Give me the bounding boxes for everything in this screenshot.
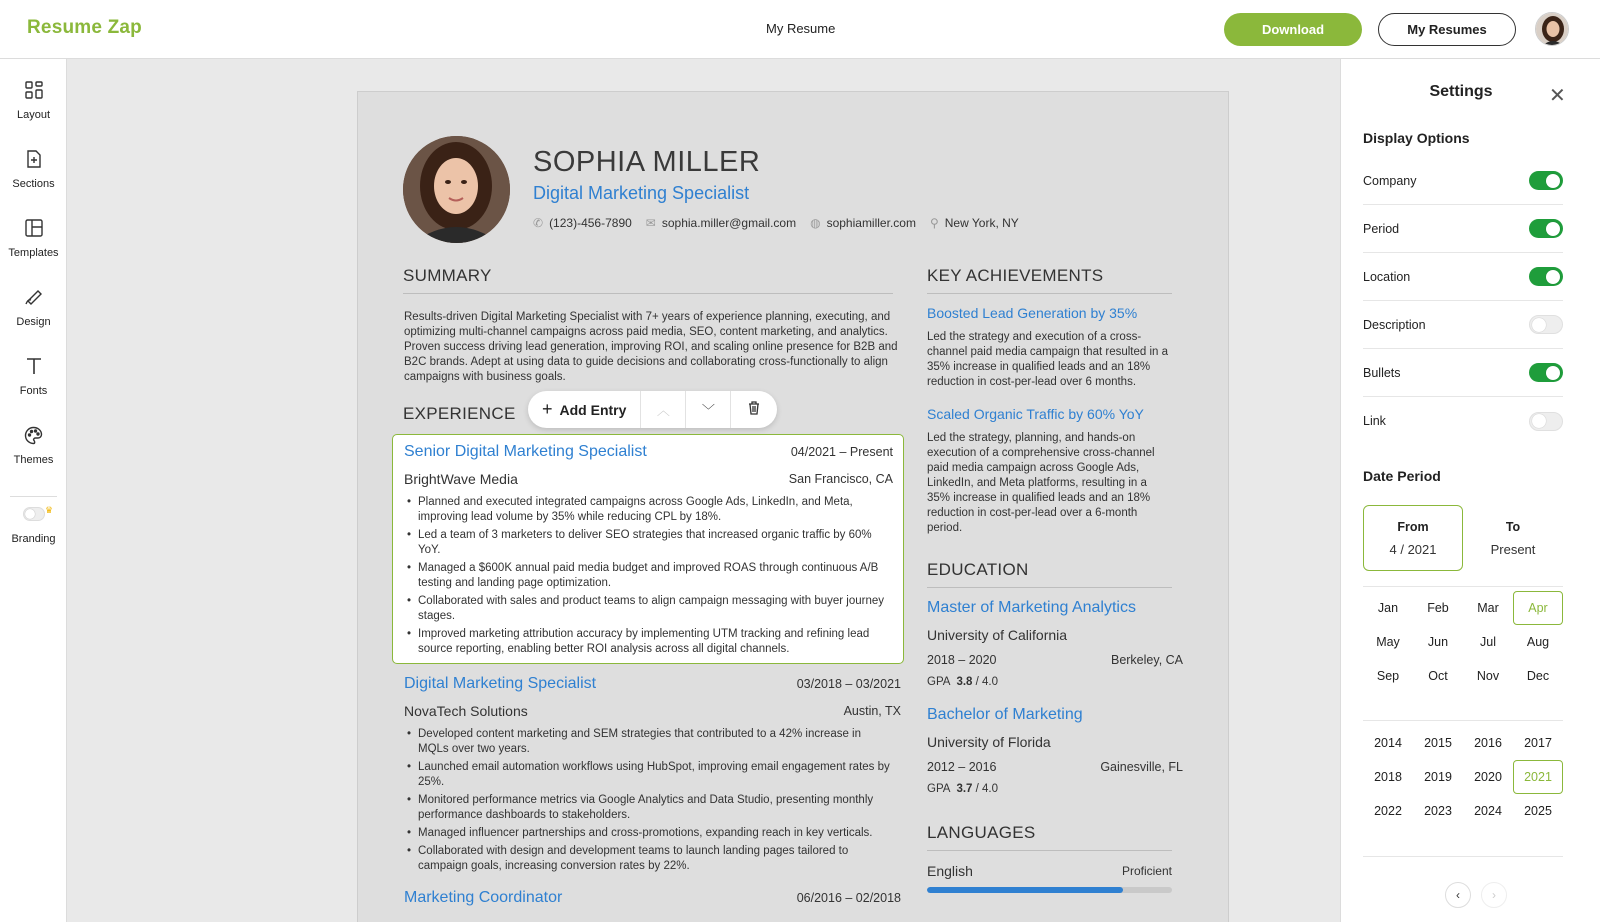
- language-level[interactable]: Proficient: [1121, 864, 1172, 878]
- year-option-2020[interactable]: 2020: [1474, 770, 1502, 784]
- languages-heading[interactable]: LANGUAGES: [927, 823, 1036, 842]
- education-rule: [927, 587, 1172, 588]
- date-from-box[interactable]: [1363, 505, 1463, 571]
- education-degree[interactable]: Bachelor of Marketing: [927, 706, 1083, 723]
- option-location: [1363, 253, 1563, 301]
- sidebar-item-label: Fonts: [19, 385, 48, 397]
- year-option-2021[interactable]: 2021: [1513, 760, 1563, 794]
- year-option-2019[interactable]: 2019: [1424, 770, 1452, 784]
- option-label: Description: [1363, 317, 1426, 332]
- year-option-2018[interactable]: 2018: [1374, 770, 1402, 784]
- user-avatar[interactable]: [1535, 12, 1569, 46]
- sidebar-item-themes[interactable]: [0, 424, 67, 486]
- month-option-jan[interactable]: Jan: [1377, 601, 1399, 615]
- entry-bullets: [404, 495, 893, 660]
- move-down-button[interactable]: [686, 391, 731, 428]
- option-label: Bullets: [1363, 365, 1401, 380]
- achievement-text[interactable]: Led the strategy, planning, and hands-on execution of a comprehensive cross-channel paid media campaign across Google Ads, LinkedIn, and Meta platforms, resulting in a 35% increase in qualified leads and an 18% reduction in cost-per-lead over a 6-month period.: [927, 432, 1155, 534]
- month-option-may[interactable]: May: [1376, 635, 1400, 649]
- entry-title[interactable]: Senior Digital Marketing Specialist: [404, 443, 647, 460]
- option-period: [1363, 205, 1563, 253]
- education-school[interactable]: University of California: [927, 627, 1068, 643]
- delete-entry-button[interactable]: [731, 391, 776, 428]
- close-icon[interactable]: ✕: [1549, 85, 1566, 107]
- add-entry-label: Add Entry: [559, 401, 627, 418]
- bullet-item[interactable]: • Led a team of 3 marketers to deliver SEO strategies that increased organic traffic by 60% YoY.: [404, 528, 893, 558]
- bullet-item[interactable]: • Launched email automation workflows using HubSpot, improving email engagement rates by 25%.: [404, 760, 893, 790]
- profile-photo[interactable]: [403, 136, 510, 243]
- year-option-2017[interactable]: 2017: [1524, 736, 1552, 750]
- achievements-rule: [927, 293, 1172, 294]
- month-option-jun[interactable]: Jun: [1427, 635, 1449, 649]
- year-option-2023[interactable]: 2023: [1424, 804, 1452, 818]
- entry-title[interactable]: Digital Marketing Specialist: [404, 675, 597, 692]
- year-option-2025[interactable]: 2025: [1524, 804, 1552, 818]
- left-sidebar: [0, 59, 67, 922]
- gpa-value: 3.7: [956, 783, 973, 795]
- gpa-max: / 4.0: [975, 676, 999, 688]
- to-value: Present: [1490, 541, 1536, 557]
- contact-email[interactable]: [646, 216, 796, 230]
- next-years-button[interactable]: [1481, 882, 1507, 908]
- my-resumes-button[interactable]: My Resumes: [1378, 13, 1516, 46]
- palette-icon: [23, 424, 45, 446]
- education-years[interactable]: 2012 – 2016: [927, 760, 997, 774]
- sidebar-item-label: Branding: [11, 533, 56, 545]
- month-option-dec[interactable]: Dec: [1526, 669, 1550, 683]
- experience-entry[interactable]: [404, 675, 901, 885]
- templates-icon: [23, 217, 45, 239]
- chevron-up-icon: ︿: [656, 403, 670, 418]
- sidebar-item-layout[interactable]: [0, 79, 67, 141]
- month-option-nov[interactable]: Nov: [1476, 669, 1500, 683]
- sidebar-item-templates[interactable]: [0, 217, 67, 279]
- design-icon: [23, 286, 45, 308]
- logo[interactable]: Resume Zap: [27, 17, 142, 38]
- year-option-2022[interactable]: 2022: [1374, 804, 1402, 818]
- description-toggle[interactable]: [1529, 315, 1563, 334]
- contact-row: [533, 216, 1019, 230]
- resume-name[interactable]: SOPHIA MILLER: [533, 146, 761, 178]
- education-heading[interactable]: EDUCATION: [927, 560, 1029, 579]
- gpa-value: 3.8: [956, 676, 973, 688]
- year-option-2015[interactable]: 2015: [1424, 736, 1452, 750]
- bullet-item[interactable]: • Managed influencer partnerships and cross-promotions, expanding reach in key verticals.: [404, 826, 893, 841]
- from-label: From: [1397, 519, 1429, 534]
- from-value: 4 / 2021: [1389, 541, 1437, 557]
- education-location[interactable]: Gainesville, FL: [1100, 760, 1183, 774]
- bullet-item[interactable]: • Collaborated with design and development teams to launch landing pages tailored to campaign goals, increasing conversion rates by 22%.: [404, 844, 893, 874]
- year-option-2024[interactable]: 2024: [1474, 804, 1502, 818]
- experience-heading[interactable]: EXPERIENCE: [403, 404, 516, 423]
- achievement-title[interactable]: Boosted Lead Generation by 35%: [927, 305, 1138, 321]
- entry-location[interactable]: Austin, TX: [843, 704, 901, 718]
- branding-toggle[interactable]: [23, 503, 45, 525]
- month-year-divider: [1363, 720, 1563, 721]
- crown-icon: ♛: [45, 505, 54, 515]
- settings-panel: [1340, 59, 1600, 922]
- sidebar-item-label: Layout: [16, 109, 51, 121]
- experience-entry-selected[interactable]: [392, 434, 904, 664]
- display-options-heading: Display Options: [1363, 130, 1470, 146]
- month-option-sep[interactable]: Sep: [1376, 669, 1400, 683]
- globe-icon: ◍: [810, 216, 821, 230]
- phone-icon: ✆: [533, 216, 544, 230]
- education-school[interactable]: University of Florida: [927, 734, 1051, 750]
- location-toggle[interactable]: [1529, 267, 1563, 286]
- option-bullets: [1363, 349, 1563, 397]
- month-option-oct[interactable]: Oct: [1428, 669, 1448, 683]
- contact-phone[interactable]: [533, 216, 632, 230]
- education-location[interactable]: Berkeley, CA: [1110, 653, 1183, 667]
- download-button[interactable]: Download: [1224, 13, 1362, 46]
- bullet-item[interactable]: • Planned and executed integrated campaigns across Google Ads, LinkedIn, and Meta, improving lead volume by 35% while reducing CPL by 18%.: [404, 495, 893, 525]
- settings-title: Settings: [1429, 83, 1493, 100]
- summary-rule: [403, 293, 893, 294]
- month-option-apr[interactable]: Apr: [1513, 591, 1563, 625]
- summary-text[interactable]: Results-driven Digital Marketing Specialist with 7+ years of experience planning, executing, and optimizing multi-channel campaigns across paid media, SEO, content marketing, and analytics. Proven success driving lead generation, improving ROI, and scaling online presence for B2B and B2C brands. Adept at using data to guide decisions and collaborating cross-functionally to align campaigns with business goals.: [404, 311, 898, 383]
- gpa-label: GPA: [927, 783, 951, 795]
- contact-location[interactable]: [930, 216, 1019, 230]
- option-company: [1363, 157, 1563, 205]
- language-proficiency-fill: [927, 887, 1123, 893]
- entry-period[interactable]: 03/2018 – 03/2021: [796, 677, 901, 691]
- date-period-heading: Date Period: [1363, 468, 1441, 484]
- company-toggle[interactable]: [1529, 171, 1563, 190]
- date-divider: [1363, 586, 1563, 587]
- language-name[interactable]: English: [927, 863, 973, 879]
- month-grid: [1363, 591, 1563, 693]
- entry-company[interactable]: BrightWave Media: [404, 471, 518, 487]
- link-toggle[interactable]: [1529, 412, 1563, 431]
- move-up-button[interactable]: [641, 391, 686, 428]
- chevron-down-icon: ﹀: [701, 403, 715, 418]
- entry-title[interactable]: Marketing Coordinator: [404, 889, 563, 906]
- education-gpa[interactable]: [927, 783, 998, 795]
- languages-rule: [927, 850, 1172, 851]
- bullet-item[interactable]: • Developed content marketing and SEM strategies that contributed to a 42% increase in MQLs over two years.: [404, 727, 893, 757]
- year-option-2014[interactable]: 2014: [1374, 736, 1402, 750]
- achievements-heading[interactable]: KEY ACHIEVEMENTS: [927, 266, 1104, 285]
- branding-toggle-switch[interactable]: [23, 507, 45, 521]
- fonts-icon: [23, 355, 45, 377]
- option-label: Location: [1363, 269, 1411, 284]
- year-divider: [1363, 856, 1563, 857]
- period-toggle[interactable]: [1529, 219, 1563, 238]
- entry-period[interactable]: 04/2021 – Present: [790, 445, 893, 459]
- to-label: To: [1505, 519, 1521, 534]
- bullet-item[interactable]: • Managed a $600K annual paid media budget and improved ROAS through continuous A/B testing and landing page optimization.: [404, 561, 893, 591]
- gpa-max: / 4.0: [975, 783, 999, 795]
- option-label: Link: [1363, 414, 1386, 428]
- prev-years-button[interactable]: [1445, 882, 1471, 908]
- option-label: Company: [1363, 173, 1417, 188]
- mail-icon: ✉: [645, 216, 656, 230]
- education-years[interactable]: 2018 – 2020: [927, 653, 997, 667]
- resume-job-title[interactable]: Digital Marketing Specialist: [533, 183, 750, 203]
- add-entry-button[interactable]: [528, 391, 641, 428]
- layout-icon: [23, 79, 45, 101]
- sections-icon: [23, 148, 45, 170]
- email-text: sophia.miller@gmail.com: [661, 216, 797, 230]
- contact-website[interactable]: [810, 216, 916, 230]
- trash-icon: [748, 401, 760, 418]
- option-link: [1363, 397, 1563, 445]
- entry-company[interactable]: NovaTech Solutions: [404, 703, 528, 719]
- language-proficiency-bar: [927, 887, 1172, 893]
- bullets-toggle[interactable]: [1529, 363, 1563, 382]
- year-grid: [1363, 726, 1563, 828]
- education-gpa[interactable]: [927, 676, 998, 688]
- gpa-label: GPA: [927, 676, 951, 688]
- location-pin-icon: ⚲: [929, 216, 939, 230]
- education-degree[interactable]: Master of Marketing Analytics: [927, 599, 1136, 616]
- entry-period[interactable]: 06/2016 – 02/2018: [796, 891, 901, 905]
- option-description: [1363, 301, 1563, 349]
- option-label: Period: [1363, 221, 1400, 236]
- sidebar-item-sections[interactable]: [0, 148, 67, 210]
- entry-toolbar: [528, 391, 777, 428]
- phone-text: (123)-456-7890: [549, 216, 632, 230]
- year-option-2016[interactable]: 2016: [1474, 736, 1502, 750]
- month-option-aug[interactable]: Aug: [1526, 635, 1550, 649]
- achievement-title[interactable]: Scaled Organic Traffic by 60% YoY: [927, 406, 1144, 422]
- entry-bullets: [404, 727, 893, 877]
- sidebar-item-label: Sections: [12, 178, 55, 190]
- experience-entry[interactable]: [404, 889, 901, 919]
- sidebar-item-label: Themes: [13, 454, 54, 466]
- month-option-jul[interactable]: Jul: [1480, 635, 1496, 649]
- sidebar-item-fonts[interactable]: [0, 355, 67, 417]
- chevron-left-icon: ‹: [1456, 888, 1460, 902]
- sidebar-divider: [10, 496, 57, 497]
- entry-location[interactable]: San Francisco, CA: [788, 472, 893, 486]
- summary-heading[interactable]: SUMMARY: [403, 266, 492, 285]
- bullet-item[interactable]: • Improved marketing attribution accuracy by implementing UTM tracking and refining lead source reporting, enabling better ROI analysis across all digital channels.: [404, 627, 893, 657]
- month-option-feb[interactable]: Feb: [1427, 601, 1449, 615]
- website-text: sophiamiller.com: [826, 216, 916, 230]
- sidebar-item-label: Templates: [8, 247, 59, 259]
- sidebar-item-label: Design: [16, 316, 51, 328]
- top-bar: [0, 0, 1600, 59]
- document-title[interactable]: My Resume: [766, 21, 836, 36]
- date-to-box[interactable]: [1463, 505, 1563, 571]
- resume-canvas: [67, 59, 1340, 922]
- location-text: New York, NY: [944, 216, 1019, 230]
- achievement-text[interactable]: Led the strategy and execution of a cross-channel paid media campaign that resulted in a 35% increase in qualified leads and an 18% reduction in cost-per-lead over 6 months.: [927, 331, 1169, 388]
- bullet-item[interactable]: • Monitored performance metrics via Google Analytics and Data Studio, presenting monthly performance dashboards to stakeholders.: [404, 793, 893, 823]
- chevron-right-icon: ›: [1492, 888, 1496, 902]
- bullet-item[interactable]: • Collaborated with sales and product teams to align campaign messaging with buyer journey stages.: [404, 594, 893, 624]
- resume-page: [357, 91, 1229, 922]
- plus-icon: +: [542, 399, 553, 419]
- sidebar-item-design[interactable]: [0, 286, 67, 348]
- month-option-mar[interactable]: Mar: [1477, 601, 1499, 615]
- sidebar-item-branding[interactable]: [0, 503, 67, 565]
